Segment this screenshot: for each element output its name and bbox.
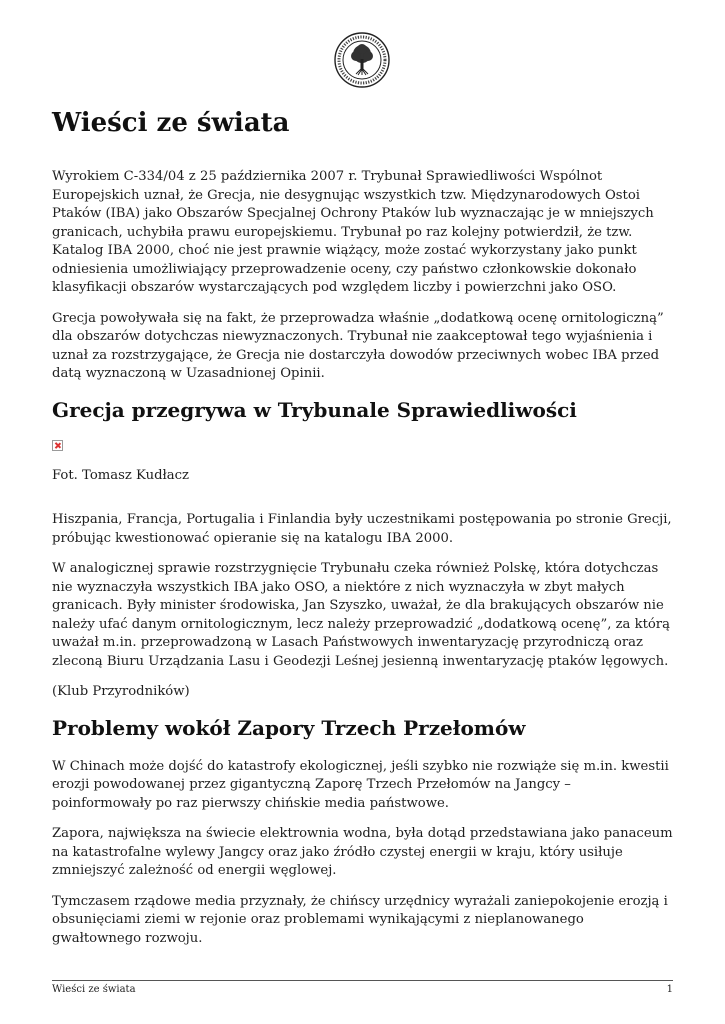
page-title: Wieści ze świata: [52, 108, 290, 138]
paragraph: Grecja powoływała się na fakt, że przeprowadza właśnie „dodatkową ocenę ornitologiczną” dla obszarów dotychczas niewyznaczonych. Trybunał nie zaakceptował tego wyjaśnienia i uznał za rozstrzygające, że Grecja nie dostarczyła dowodów przeciwnych wobec IBA przed datą wyznaczoną w Uzasadnionej Opinii.: [52, 310, 664, 381]
section-heading: Grecja przegrywa w Trybunale Sprawiedliwości: [52, 397, 577, 422]
footer-title: Wieści ze świata: [52, 984, 136, 995]
paragraph: Tymczasem rządowe media przyznały, że chińscy urzędnicy wyrażali zaniepokojenie erozją i obsunięciami ziemi w rejonie oraz problemami wynikającymi z nieplanowanego gwałtownego rozwoju.: [52, 893, 668, 946]
broken-image-icon: [52, 440, 63, 451]
source-note: (Klub Przyrodników): [52, 684, 190, 699]
paragraph: Zapora, największa na świecie elektrownia wodna, była dotąd przedstawiana jako panaceum na katastrofalne wylewy Jangcy oraz jako źródło czystej energii w kraju, który usiłuje zmniejszyć zależność od energii węglowej.: [52, 826, 673, 878]
article-content: [52, 104, 674, 960]
paragraph: W analogicznej sprawie rozstrzygnięcie Trybunału czeka również Polskę, która dotychczas nie wyznaczyła wszystkich IBA jako OSO, a niektóre z nich wyznaczyła w zbyt małych granicach. Były minister środowiska, Jan Szyszko, uważał, że dla brakujących obszarów nie należy ufać danym ornitologicznym, lecz należy przeprowadzić „dodatkową ocenę”, za którą uważał m.in. przeprowadzoną w Lasach Państwowych inwentaryzację przyrodniczą oraz zleconą Biuru Urządzania Lasu i Geodezji Leśnej jesienną inwentaryzację ptaków lęgowych.: [52, 561, 670, 669]
paragraph: W Chinach może dojść do katastrofy ekologicznej, jeśli szybko nie rozwiąże się m.in. kwestii erozji powodowanej przez gigantyczną Zaporę Trzech Przełomów na Jangcy – poinformowały po raz pierwszy chińskie media państwowe.: [52, 758, 669, 811]
page-footer: [52, 980, 673, 995]
photo-caption: Fot. Tomasz Kudłacz: [52, 467, 190, 483]
tree-seal-icon: [333, 31, 391, 89]
spacer: [52, 497, 674, 511]
paragraph: Hiszpania, Francja, Portugalia i Finlandia były uczestnikami postępowania po stronie Grecji, próbując kwestionować opieranie się na katalogu IBA 2000.: [52, 512, 672, 546]
section-heading: Problemy wokół Zapory Trzech Przełomów: [52, 715, 526, 740]
page-number: 1: [666, 984, 673, 995]
paragraph: Wyrokiem C-334/04 z 25 października 2007 r. Trybunał Sprawiedliwości Wspólnot Europejskich uznał, że Grecja, nie desygnując wszystkich tzw. Międzynarodowych Ostoi Ptaków (IBA) jako Obszarów Specjalnej Ochrony Ptaków lub wyznaczając je w mniejszych granicach, uchybiła prawu europejskiemu. Trybunał po raz kolejny potwierdził, że tzw. Katalog IBA 2000, choć nie jest prawnie wiążący, może zostać wykorzystany jako punkt odniesienia umożliwiający przeprowadzenie oceny, czy państwo członkowskie dokonało klasyfikacji obszarów wystarczających pod względem liczby i powierzchni jako OSO.: [52, 169, 654, 295]
